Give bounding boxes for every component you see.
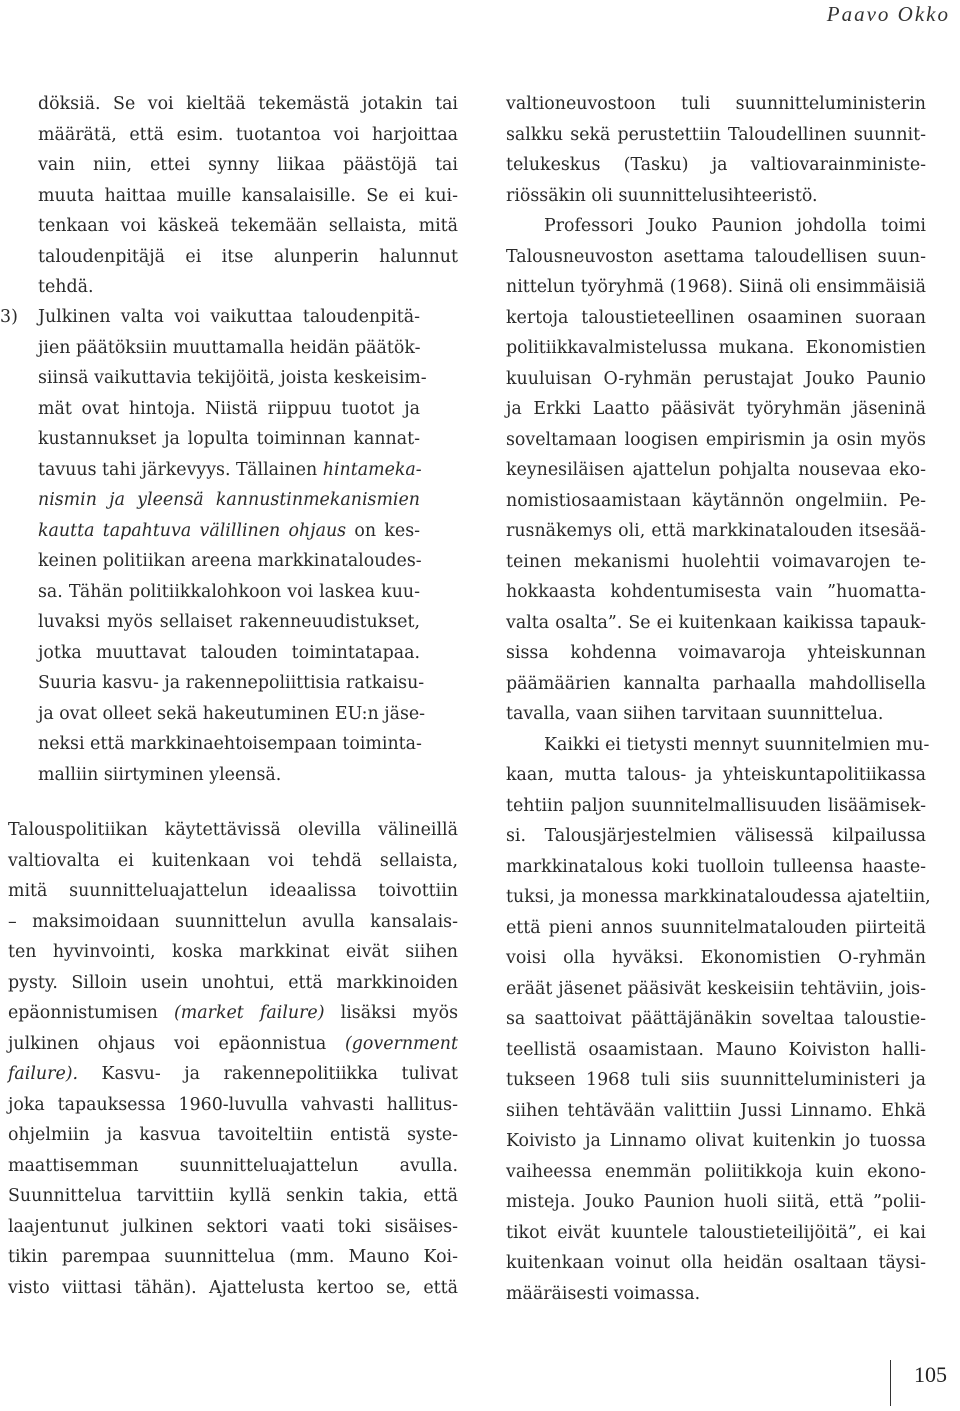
- text-run: Kasvu- ja rakennepolitiikka tulivat: [78, 1064, 458, 1084]
- text-run: epäonnistumisen: [8, 1003, 174, 1023]
- text-line: että pieni annos suunnitelmatalouden piirteitä: [506, 917, 926, 938]
- footer-divider: [890, 1360, 891, 1406]
- text-line: valtiovalta ei kuitenkaan voi tehdä sellaista,: [8, 850, 458, 871]
- text-line: keinen politiikan areena markkinataloudes-: [38, 551, 422, 571]
- text-line: [8, 1059, 458, 1090]
- text-line: nittelun työryhmä (1968). Siinä oli ensimmäisiä: [506, 277, 926, 297]
- text-line: – maksimoidaan suunnittelun avulla kansalais-: [8, 911, 458, 932]
- text-line: tikin parempaa suunnittelua (mm. Mauno Koi-: [8, 1247, 458, 1267]
- text-line: tikot eivät kuuntele taloustieteilijöitä”, ei kai: [506, 1222, 926, 1243]
- text-line: soveltamaan loogisen empirismin ja osin myös: [506, 429, 926, 450]
- italic-term: nismin ja yleensä kannustinmekanismien: [38, 490, 420, 510]
- italic-term: hintameka-: [322, 459, 422, 480]
- text-line: laajentunut julkinen sektori vaati toki sisäises-: [8, 1216, 458, 1237]
- text-line: ja ovat olleet sekä hakeutuminen EU:n jäse-: [38, 703, 426, 724]
- right-column: [506, 89, 931, 1309]
- text-line: ten hyvinvointi, koska markkinat eivät siihen: [8, 942, 458, 962]
- text-line: salkku sekä perustettiin Taloudellinen suunnit-: [506, 124, 926, 145]
- text-line: tuksi, ja monessa markkinataloudessa ajateltiin,: [506, 887, 931, 907]
- running-header-author: Paavo Okko: [826, 2, 950, 26]
- text-line: keynesiläisen ajattelun pohjalta nousevaa eko-: [506, 460, 926, 480]
- text-line: sissa kohdenna voimavaroja yhteiskunnan: [506, 643, 926, 663]
- text-line: Talouspolitiikan käytettävissä olevilla välineillä: [8, 820, 458, 840]
- text-line: politiikkavalmistelussa mukana. Ekonomistien: [506, 338, 926, 358]
- text-line: si. Talousjärjestelmien välisessä kilpailussa: [506, 826, 926, 846]
- text-line: riössäkin oli suunnittelusihteeristö.: [506, 185, 818, 206]
- text-line: Julkinen valta voi vaikuttaa taloudenpitä-: [38, 307, 420, 327]
- text-line: telukeskus (Tasku) ja valtiovarainministe-: [506, 155, 926, 175]
- italic-term: kautta tapahtuva välillinen ohjaus: [38, 520, 347, 541]
- text-line: sa. Tähän politiikkalohkoon voi laskea kuu-: [38, 581, 420, 602]
- text-line: teellistä osaamistaan. Mauno Koiviston halli-: [506, 1039, 926, 1060]
- text-line: [38, 516, 420, 547]
- text-line: kuuluisan O-ryhmän perustajat Jouko Paunio: [506, 368, 926, 389]
- text-line: joka tapauksessa 1960-luvulla vahvasti hallitus-: [8, 1094, 458, 1115]
- text-line: Koivisto ja Linnamo olivat kuitenkin jo tuossa: [506, 1131, 926, 1151]
- text-line: döksiä. Se voi kieltää tekemästä jotakin tai: [38, 94, 458, 114]
- text-line: Talousneuvoston asettama taloudellisen suun-: [506, 246, 926, 267]
- text-line: muuta haittaa muille kansalaisille. Se ei kui-: [38, 185, 458, 206]
- text-line: tavalla, vaan siihen tarvitaan suunnittelua.: [506, 704, 884, 724]
- text-line: Suunnittelua tarvittiin kyllä senkin takia, että: [8, 1186, 458, 1206]
- text-line: tehdä.: [38, 277, 94, 297]
- text-line: jotka muuttavat talouden toimintatapaa.: [38, 642, 420, 663]
- text-line: tenkaan voi käskeä tekemään sellaista, mitä: [38, 216, 458, 236]
- text-line: [38, 455, 420, 486]
- text-line: taloudenpitäjä ei itse alunperin halunnut: [38, 246, 458, 267]
- text-line: malliin siirtyminen yleensä.: [38, 764, 282, 785]
- text-line: määrätä, että esim. tuotantoa voi harjoittaa: [38, 124, 458, 145]
- italic-term: (government: [345, 1033, 458, 1054]
- left-column-bottom: [8, 815, 458, 1303]
- text-line: mitä suunnitteluajattelun ideaalissa toivottiin: [8, 881, 458, 901]
- text-line: luvaksi myös sellaiset rakenneuudistukset,: [38, 612, 420, 632]
- text-line: [8, 1029, 458, 1060]
- text-line: visto viittasi tähän). Ajattelusta kertoo se, että: [8, 1277, 458, 1298]
- text-line: valtioneuvostoon tuli suunnitteluministerin: [506, 94, 926, 114]
- text-line: teinen mekanismi huolehtii voimavarojen te-: [506, 551, 926, 572]
- text-line: päämäärien kannalta parhaalla mahdollisella: [506, 673, 926, 694]
- text-line: määräisesti voimassa.: [506, 1283, 701, 1304]
- text-line: jien päätöksiin muuttamalla heidän päätök-: [38, 337, 421, 358]
- list-item-3: [0, 302, 427, 790]
- text-line: eräät jäsenet pääsivät keskeisiin tehtäviin, jois-: [506, 978, 926, 999]
- text-line: vain niin, ettei synny liikaa päästöjä tai: [38, 155, 458, 175]
- text-line: Professori Jouko Paunion johdolla toimi: [544, 216, 926, 236]
- text-line: pysty. Silloin usein unohtui, että markkinoiden: [8, 972, 458, 993]
- text-line: kertoja taloustieteellinen osaaminen suoraan: [506, 307, 926, 328]
- text-line: nomistiosaamistaan käytännön ongelmiin. Pe-: [506, 490, 926, 511]
- text-line: mät ovat hintoja. Niistä riippuu tuotot ja: [38, 398, 420, 419]
- text-line: valta osalta”. Se ei kuitenkaan kaikissa tapauk-: [506, 612, 926, 633]
- text-line: [8, 998, 458, 1029]
- left-column-top: [38, 89, 458, 303]
- text-line: ohjelmiin ja kasvua tavoiteltiin entistä syste-: [8, 1125, 458, 1145]
- text-line: ja Erkki Laatto pääsivät työryhmän jäseninä: [506, 399, 926, 419]
- text-line: neksi että markkinaehtoisempaan toiminta-: [38, 734, 422, 754]
- text-run: on kes-: [346, 520, 420, 541]
- text-line: voisi olla hyväksi. Ekonomistien O-ryhmän: [506, 948, 926, 968]
- text-line: [38, 485, 420, 516]
- text-line: kuitenkaan voinut olla heidän osaltaan täysi-: [506, 1253, 926, 1273]
- text-line: siinsä vaikuttavia tekijöitä, joista keskeisim-: [38, 368, 427, 388]
- text-line: sa saattoivat päättäjänäkin soveltaa taloustie-: [506, 1009, 926, 1029]
- text-line: Suuria kasvu- ja rakennepoliittisia ratkaisu-: [38, 673, 425, 693]
- italic-term: (market failure): [174, 1003, 325, 1023]
- text-line: maattisemman suunnitteluajattelun avulla.: [8, 1155, 458, 1176]
- text-line: kaan, mutta talous- ja yhteiskuntapolitiikassa: [506, 765, 926, 785]
- text-line: Kaikki ei tietysti mennyt suunnitelmien mu-: [544, 734, 930, 755]
- text-line: tukseen 1968 tuli siis suunnitteluministeri ja: [506, 1070, 926, 1090]
- text-line: markkinatalous koki tuolloin tulleensa haaste-: [506, 856, 926, 877]
- text-run: tavuus tahi järkevyys. Tällainen: [38, 459, 323, 480]
- list-number: 3): [0, 307, 18, 327]
- text-run: lisäksi myös: [324, 1003, 458, 1023]
- text-line: rusnäkemys oli, että markkinatalouden itsesää-: [506, 521, 926, 541]
- italic-term: failure).: [8, 1064, 79, 1084]
- text-line: tehtiin paljon suunnitelmallisuuden lisäämisek-: [506, 795, 926, 816]
- page-number: 105: [914, 1362, 947, 1387]
- text-line: siihen tehtävään valittiin Jussi Linnamo. Ehkä: [506, 1100, 926, 1121]
- text-line: misteja. Jouko Paunion huoli siitä, että ”polii-: [506, 1192, 926, 1212]
- text-run: julkinen ohjaus voi epäonnistua: [8, 1033, 345, 1054]
- text-line: vaiheessa enemmän poliitikkoja kuin ekono-: [506, 1161, 926, 1182]
- text-line: kustannukset ja lopulta toiminnan kannat-: [38, 429, 420, 449]
- text-line: hokkaasta kohdentumisesta vain ”huomatta-: [506, 582, 926, 602]
